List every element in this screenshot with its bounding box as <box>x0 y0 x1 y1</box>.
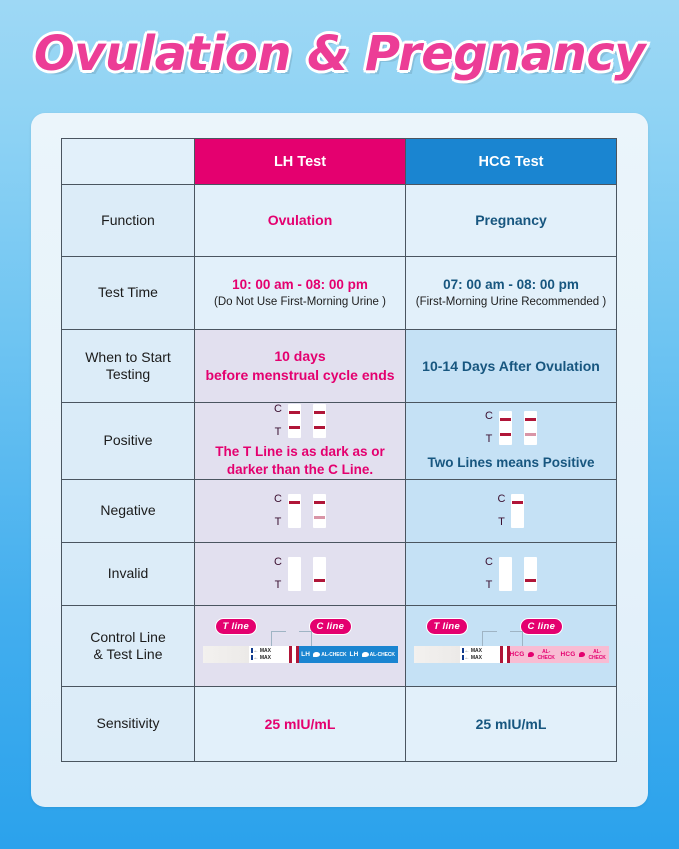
control-line <box>289 501 300 504</box>
when-to-start-label-line2: Testing <box>105 366 151 382</box>
row-label-when-to-start <box>62 330 195 403</box>
ct-labels <box>485 557 493 591</box>
table-row-negative <box>62 480 617 543</box>
control-test-label-line2: & Test Line <box>93 646 163 662</box>
positive-lh-caption-line1: The T Line is as dark as or <box>215 443 385 459</box>
cell-positive-hcg <box>406 403 617 480</box>
max-label: MAX <box>470 655 483 661</box>
cell-control-test-hcg <box>406 606 617 687</box>
ct-labels <box>485 411 493 445</box>
control-line <box>314 501 325 504</box>
page-title-wrap <box>0 26 679 82</box>
t-line-bubble: T line <box>426 618 469 635</box>
swoosh-icon <box>362 652 369 657</box>
test-line <box>525 579 536 582</box>
t-label: T <box>498 516 505 528</box>
negative-lh-strip-graphic <box>195 494 405 528</box>
comparison-table <box>61 138 617 762</box>
test-line <box>314 579 325 582</box>
brand-logo <box>313 652 346 658</box>
test-strip <box>524 411 537 445</box>
result-window <box>460 646 500 663</box>
brand-name: AL-CHECK <box>537 648 555 661</box>
row-label-invalid: Invalid <box>62 543 195 606</box>
hcg-handle-text: HCG <box>560 651 576 658</box>
brand-name: AL-CHECK <box>588 648 606 661</box>
test-strip <box>288 557 301 591</box>
brand-name: AL-CHECK <box>369 651 395 658</box>
cell-test-time-lh <box>195 257 406 330</box>
cell-negative-lh <box>195 480 406 543</box>
t-line-leader <box>271 631 286 646</box>
positive-lh-caption-line2: darker than the C Line. <box>226 461 374 477</box>
comparison-card <box>31 113 648 807</box>
ct-labels <box>274 404 282 438</box>
test-time-hcg-main: 07: 00 am - 08: 00 pm <box>443 277 579 293</box>
t-label: T <box>274 516 282 528</box>
row-label-control-test-line <box>62 606 195 687</box>
brand-logo <box>579 649 609 661</box>
t-label: T <box>274 425 282 438</box>
c-label: C <box>274 493 282 505</box>
cell-test-time-hcg <box>406 257 617 330</box>
when-to-start-hcg-value: 10-14 Days After Ovulation <box>422 357 600 374</box>
control-test-label-line1: Control Line <box>90 628 166 645</box>
lh-device-illustration <box>203 618 398 674</box>
max-mark-upper: ← MAX <box>462 648 483 654</box>
sensitivity-hcg-value: 25 mIU/mL <box>475 715 547 732</box>
test-line-faint <box>525 433 536 436</box>
table-row-invalid <box>62 543 617 606</box>
table-row-control-test-line <box>62 606 617 687</box>
hcg-test-device <box>414 646 609 663</box>
cell-invalid-hcg <box>406 543 617 606</box>
positive-lh-strip-graphic <box>195 404 405 438</box>
c-label: C <box>274 402 282 415</box>
test-line <box>500 433 511 436</box>
test-line-faint <box>314 516 325 519</box>
hcg-device-handle <box>510 646 609 663</box>
test-time-hcg-sub: (First-Morning Urine Recommended ) <box>415 295 607 308</box>
c-label: C <box>497 493 506 505</box>
max-mark-lower: ← MAX <box>251 655 272 661</box>
when-to-start-lh-line2: before menstrual cycle ends <box>205 367 395 383</box>
hcg-device-illustration <box>414 618 609 674</box>
test-line <box>289 426 300 429</box>
cell-control-test-lh <box>195 606 406 687</box>
brand-logo <box>362 652 395 658</box>
cell-when-to-start-lh <box>195 330 406 403</box>
result-window <box>249 646 289 663</box>
row-label-test-time: Test Time <box>62 257 195 330</box>
c-line-bubble: C line <box>520 618 564 635</box>
absorbent-pad <box>203 646 249 663</box>
header-lh-test: LH Test <box>195 139 406 185</box>
row-label-sensitivity: Sensitivity <box>62 687 195 762</box>
header-hcg-test: HCG Test <box>406 139 617 185</box>
table-row-test-time <box>62 257 617 330</box>
ct-labels <box>498 494 506 528</box>
test-strip <box>499 411 512 445</box>
when-to-start-label-line1: When to Start <box>85 348 171 365</box>
test-strip <box>499 557 512 591</box>
test-line <box>314 426 325 429</box>
cell-sensitivity-hcg <box>406 687 617 762</box>
absorbent-pad <box>414 646 460 663</box>
table-row-sensitivity <box>62 687 617 762</box>
positive-hcg-caption: Two Lines means Positive <box>427 454 595 470</box>
positive-hcg-strip-graphic <box>406 411 616 445</box>
test-strip <box>288 404 301 438</box>
cell-sensitivity-lh <box>195 687 406 762</box>
header-blank-cell <box>62 139 195 185</box>
max-mark-upper: ← MAX <box>251 648 272 654</box>
test-strip <box>524 557 537 591</box>
page-title: Ovulation & Pregnancy <box>33 26 646 82</box>
cell-invalid-lh <box>195 543 406 606</box>
t-line-bubble: T line <box>215 618 258 635</box>
test-strip <box>313 494 326 528</box>
max-label: MAX <box>259 648 272 654</box>
cell-function-lh <box>195 185 406 257</box>
row-label-negative: Negative <box>62 480 195 543</box>
control-line <box>512 501 523 504</box>
row-label-positive: Positive <box>62 403 195 480</box>
swoosh-icon <box>313 652 320 657</box>
cell-positive-lh <box>195 403 406 480</box>
cell-negative-hcg <box>406 480 617 543</box>
ct-labels <box>274 557 282 591</box>
swoosh-icon <box>528 652 534 657</box>
t-label: T <box>485 432 493 445</box>
brand-name: AL-CHECK <box>321 651 347 658</box>
c-line-leader <box>299 631 312 646</box>
max-label: MAX <box>259 655 272 661</box>
max-bar-icon <box>462 648 464 653</box>
negative-hcg-strip-graphic <box>406 494 616 528</box>
table-row-when-to-start <box>62 330 617 403</box>
table-header-row <box>62 139 617 185</box>
hcg-handle-text: HCG <box>509 651 525 658</box>
max-bar-icon <box>251 655 253 660</box>
lh-test-device <box>203 646 398 663</box>
test-time-lh-sub: (Do Not Use First-Morning Urine ) <box>214 295 386 308</box>
lh-device-handle <box>299 646 398 663</box>
table-row-positive <box>62 403 617 480</box>
c-label: C <box>274 556 282 568</box>
when-to-start-lh-line1: 10 days <box>274 348 326 365</box>
function-lh-value: Ovulation <box>267 212 333 228</box>
table-row-function <box>62 185 617 257</box>
c-line-leader <box>510 631 523 646</box>
control-line <box>314 411 325 414</box>
swoosh-icon <box>579 652 585 657</box>
cell-when-to-start-hcg <box>406 330 617 403</box>
test-time-lh-main: 10: 00 am - 08: 00 pm <box>232 277 368 293</box>
t-label: T <box>485 579 493 591</box>
c-label: C <box>485 409 493 422</box>
lh-handle-text: LH <box>349 651 359 658</box>
test-strip <box>313 404 326 438</box>
sensitivity-lh-value: 25 mIU/mL <box>264 715 336 732</box>
control-line <box>289 411 300 414</box>
t-line-leader <box>482 631 497 646</box>
test-strip <box>511 494 524 528</box>
max-mark-lower: ← MAX <box>462 655 483 661</box>
c-label: C <box>485 556 493 568</box>
max-bar-icon <box>462 655 464 660</box>
control-line <box>525 418 536 421</box>
max-bar-icon <box>251 648 253 653</box>
invalid-hcg-strip-graphic <box>406 557 616 591</box>
cell-function-hcg <box>406 185 617 257</box>
row-label-function: Function <box>62 185 195 257</box>
lh-handle-text: LH <box>301 651 311 658</box>
ct-labels <box>274 494 282 528</box>
brand-logo <box>528 649 558 661</box>
control-line <box>500 418 511 421</box>
c-line-bubble: C line <box>309 618 353 635</box>
max-label: MAX <box>470 648 483 654</box>
test-strip <box>288 494 301 528</box>
test-strip <box>313 557 326 591</box>
t-label: T <box>274 579 282 591</box>
function-hcg-value: Pregnancy <box>475 212 547 228</box>
invalid-lh-strip-graphic <box>195 557 405 591</box>
